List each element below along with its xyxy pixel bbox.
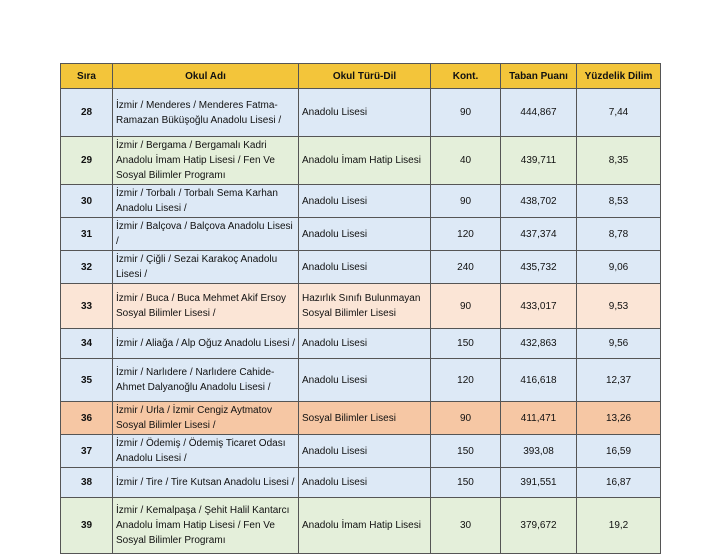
table-row: [61, 329, 661, 359]
cell-okul-turu: Hazırlık Sınıfı Bulunmayan Sosyal Bilimler Lisesi: [299, 284, 431, 329]
cell-yuzdelik-dilim: 13,26: [577, 402, 661, 435]
cell-okul-turu: Anadolu Lisesi: [299, 468, 431, 498]
table-row: [61, 137, 661, 185]
cell-yuzdelik-dilim: 12,37: [577, 359, 661, 402]
cell-okul-adi: İzmir / Balçova / Balçova Anadolu Lisesi /: [113, 218, 299, 251]
header-okul-adi: Okul Adı: [113, 64, 299, 89]
table-row: [61, 498, 661, 554]
cell-okul-adi: İzmir / Narlıdere / Narlıdere Cahide-Ahmet Dalyanoğlu Anadolu Lisesi /: [113, 359, 299, 402]
cell-taban-puani: 393,08: [501, 435, 577, 468]
cell-okul-turu: Anadolu Lisesi: [299, 329, 431, 359]
table-row: [61, 359, 661, 402]
cell-okul-turu: Anadolu Lisesi: [299, 251, 431, 284]
cell-kont: 120: [431, 359, 501, 402]
school-score-table: [60, 63, 661, 554]
cell-kont: 150: [431, 435, 501, 468]
cell-okul-adi: İzmir / Aliağa / Alp Oğuz Anadolu Lisesi /: [113, 329, 299, 359]
header-taban-puani: Taban Puanı: [501, 64, 577, 89]
cell-okul-turu: Anadolu Lisesi: [299, 185, 431, 218]
cell-yuzdelik-dilim: 9,56: [577, 329, 661, 359]
cell-kont: 40: [431, 137, 501, 185]
cell-taban-puani: 416,618: [501, 359, 577, 402]
cell-taban-puani: 379,672: [501, 498, 577, 554]
cell-kont: 150: [431, 468, 501, 498]
cell-okul-adi: İzmir / Urla / İzmir Cengiz Aytmatov Sosyal Bilimler Lisesi /: [113, 402, 299, 435]
cell-taban-puani: 432,863: [501, 329, 577, 359]
cell-yuzdelik-dilim: 8,78: [577, 218, 661, 251]
header-sira: Sıra: [61, 64, 113, 89]
cell-okul-adi: İzmir / Menderes / Menderes Fatma-Ramazan Büküşoğlu Anadolu Lisesi /: [113, 89, 299, 137]
table-row: [61, 89, 661, 137]
cell-sira: 39: [61, 498, 113, 554]
cell-okul-adi: İzmir / Tire / Tire Kutsan Anadolu Lisesi /: [113, 468, 299, 498]
cell-sira: 28: [61, 89, 113, 137]
table-row-highlighted: [61, 402, 661, 435]
table-row: [61, 185, 661, 218]
cell-okul-adi: İzmir / Torbalı / Torbalı Sema Karhan Anadolu Lisesi /: [113, 185, 299, 218]
cell-okul-turu: Anadolu İmam Hatip Lisesi: [299, 137, 431, 185]
cell-okul-turu: Anadolu Lisesi: [299, 218, 431, 251]
cell-yuzdelik-dilim: 16,87: [577, 468, 661, 498]
header-okul-turu: Okul Türü-Dil: [299, 64, 431, 89]
cell-okul-turu: Anadolu İmam Hatip Lisesi: [299, 498, 431, 554]
cell-taban-puani: 439,711: [501, 137, 577, 185]
cell-okul-turu: Anadolu Lisesi: [299, 359, 431, 402]
cell-sira: 38: [61, 468, 113, 498]
cell-okul-turu: Sosyal Bilimler Lisesi: [299, 402, 431, 435]
cell-yuzdelik-dilim: 7,44: [577, 89, 661, 137]
cell-kont: 30: [431, 498, 501, 554]
cell-sira: 33: [61, 284, 113, 329]
cell-yuzdelik-dilim: 16,59: [577, 435, 661, 468]
cell-sira: 30: [61, 185, 113, 218]
table-row: [61, 218, 661, 251]
table-row: [61, 251, 661, 284]
cell-kont: 240: [431, 251, 501, 284]
cell-taban-puani: 435,732: [501, 251, 577, 284]
cell-sira: 29: [61, 137, 113, 185]
cell-yuzdelik-dilim: 8,53: [577, 185, 661, 218]
cell-okul-adi: İzmir / Çiğli / Sezai Karakoç Anadolu Lisesi /: [113, 251, 299, 284]
cell-taban-puani: 437,374: [501, 218, 577, 251]
cell-okul-turu: Anadolu Lisesi: [299, 89, 431, 137]
table-row: [61, 435, 661, 468]
cell-taban-puani: 391,551: [501, 468, 577, 498]
cell-yuzdelik-dilim: 9,06: [577, 251, 661, 284]
cell-sira: 35: [61, 359, 113, 402]
cell-taban-puani: 411,471: [501, 402, 577, 435]
cell-kont: 90: [431, 402, 501, 435]
table-row: [61, 284, 661, 329]
cell-okul-adi: İzmir / Bergama / Bergamalı Kadri Anadolu İmam Hatip Lisesi / Fen Ve Sosyal Bilimler Programı: [113, 137, 299, 185]
header-yuzdelik-dilim: Yüzdelik Dilim: [577, 64, 661, 89]
header-kont: Kont.: [431, 64, 501, 89]
cell-sira: 37: [61, 435, 113, 468]
cell-okul-adi: İzmir / Kemalpaşa / Şehit Halil Kantarcı Anadolu İmam Hatip Lisesi / Fen Ve Sosyal Bilimler Programı: [113, 498, 299, 554]
cell-okul-turu: Anadolu Lisesi: [299, 435, 431, 468]
cell-kont: 120: [431, 218, 501, 251]
cell-sira: 32: [61, 251, 113, 284]
cell-sira: 36: [61, 402, 113, 435]
cell-taban-puani: 444,867: [501, 89, 577, 137]
header-row: [61, 64, 661, 89]
cell-yuzdelik-dilim: 19,2: [577, 498, 661, 554]
cell-kont: 90: [431, 284, 501, 329]
table-row: [61, 468, 661, 498]
cell-yuzdelik-dilim: 8,35: [577, 137, 661, 185]
cell-okul-adi: İzmir / Buca / Buca Mehmet Akif Ersoy Sosyal Bilimler Lisesi /: [113, 284, 299, 329]
cell-taban-puani: 438,702: [501, 185, 577, 218]
cell-kont: 150: [431, 329, 501, 359]
cell-kont: 90: [431, 89, 501, 137]
cell-sira: 34: [61, 329, 113, 359]
cell-okul-adi: İzmir / Ödemiş / Ödemiş Ticaret Odası Anadolu Lisesi /: [113, 435, 299, 468]
cell-taban-puani: 433,017: [501, 284, 577, 329]
cell-sira: 31: [61, 218, 113, 251]
cell-yuzdelik-dilim: 9,53: [577, 284, 661, 329]
cell-kont: 90: [431, 185, 501, 218]
